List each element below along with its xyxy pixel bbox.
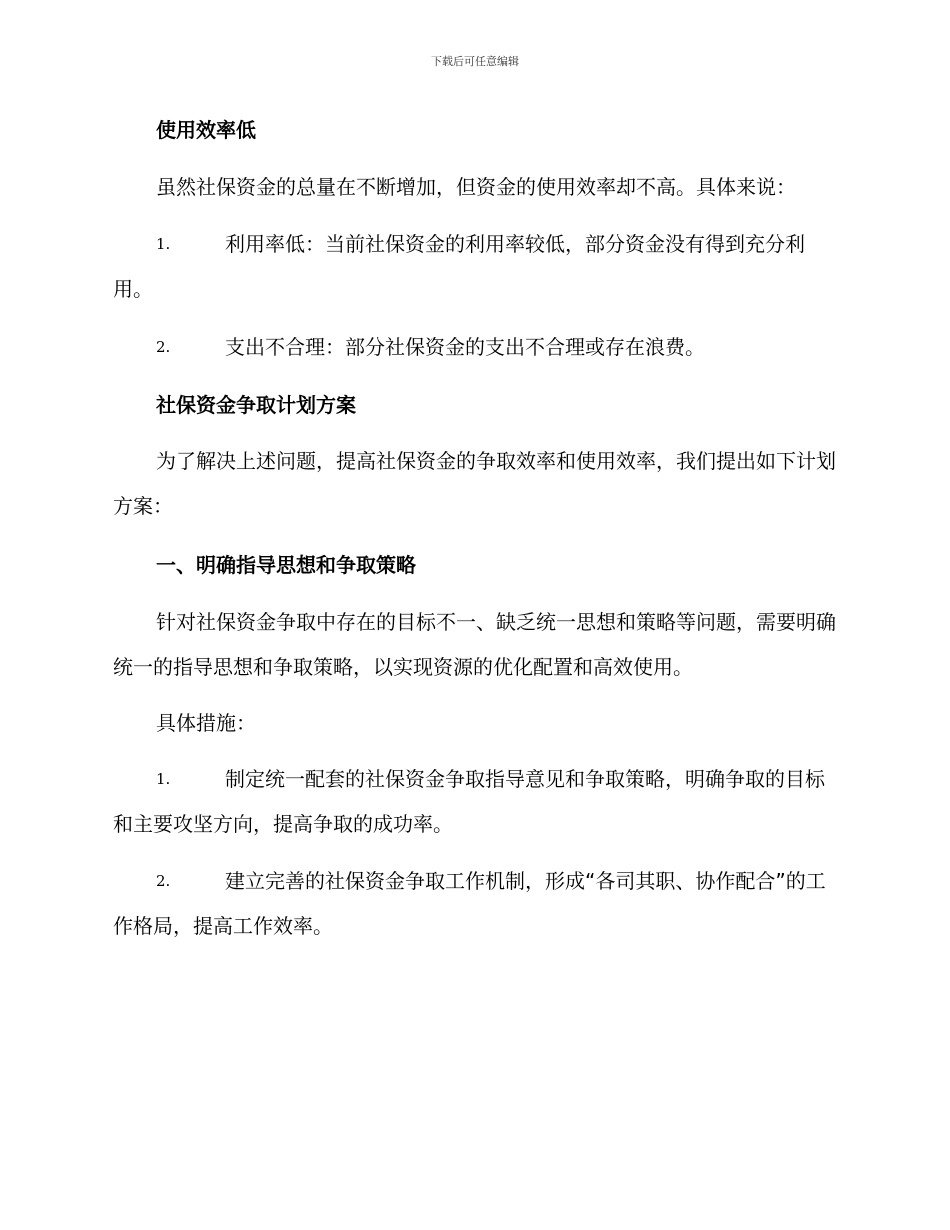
measures-label: 具体措施： [156,711,256,735]
heading-plan: 社保资金争取计划方案 [156,393,356,417]
efficiency-list-item [113,222,837,312]
list-item-text: 制定统一配套的社保资金争取指导意见和争取策略，明确争取的目标和主要攻坚方向，提高争取的成功率。 [113,767,825,836]
list-number: 2. [156,338,171,356]
plan-intro-paragraph: 为了解决上述问题，提高社保资金的争取效率和使用效率，我们提出如下计划方案： [113,449,836,518]
list-number: 1. [156,770,171,788]
list-number: 1. [156,235,171,253]
list-item-text: 建立完善的社保资金争取工作机制，形成“各司其职、协作配合”的工作格局，提高工作效率。 [113,869,826,938]
heading-efficiency: 使用效率低 [156,118,256,142]
efficiency-list-item [113,325,837,370]
list-item-text: 利用率低：当前社保资金的利用率较低，部分资金没有得到充分利用。 [113,232,805,301]
list-item-text: 支出不合理：部分社保资金的支出不合理或存在浪费。 [225,335,705,359]
measures-list-item [113,757,837,847]
heading-strategy: 一、明确指导思想和争取策略 [156,553,416,577]
measures-list-item [113,859,837,949]
document-body [113,108,837,949]
page-header: 下载后可任意编辑 [431,55,519,68]
efficiency-intro-paragraph: 虽然社保资金的总量在不断增加，但资金的使用效率却不高。具体来说： [156,175,796,199]
strategy-intro-paragraph: 针对社保资金争取中存在的目标不一、缺乏统一思想和策略等问题，需要明确统一的指导思想和争取策略，以实现资源的优化配置和高效使用。 [113,610,836,679]
list-number: 2. [156,872,171,890]
